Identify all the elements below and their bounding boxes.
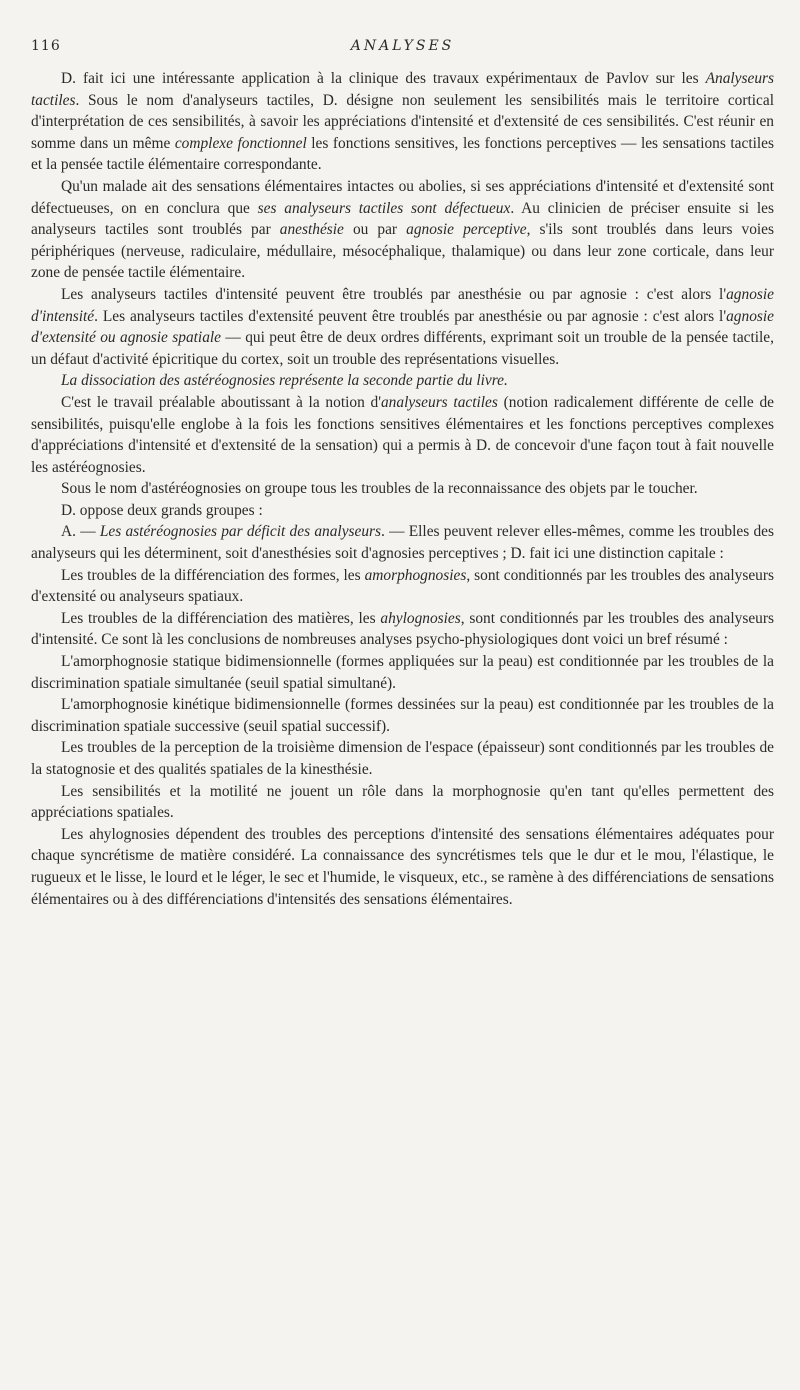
italic-text: La dissociation des astéréognosies représente la seconde partie du livre. (61, 372, 508, 390)
text-run: , sont conditionnés par les troubles des analyseurs d'intensité. Ce sont là les conclusions de nombreuses analyses psycho-physiologiques dont voici un bref résumé : (31, 609, 774, 649)
paragraph (31, 824, 774, 910)
paragraph (31, 608, 774, 651)
text-run: C'est le travail préalable aboutissant à la notion d' (61, 393, 381, 411)
text-run: D. fait ici une intéressante application à la clinique des travaux expérimentaux de Pavlov sur les (61, 70, 706, 87)
text-run: Qu'un malade ait des sensations élémentaires intactes ou abolies, si ses appréciations d'intensité et d'extensité sont défectueuses, on en conclura que (31, 177, 774, 217)
text-run: Les ahylognosies dépendent des troubles des perceptions d'intensité des sensations élémentaires adéquates pour chaque syncrétisme de matière considéré. La connaissance des syncrétismes tels que le dur et le mou, l'élastique, le rugueux et le lisse, le lourd et le léger, le sec et l'humide, le visqueux, etc., se ramène à des différenciations de sensations élémentaires ou à des différenciations d'intensités des sensations élémentaires. (31, 825, 774, 908)
text-run: , s'ils sont troublés dans leurs voies périphériques (nerveuse, radiculaire, médullaire, mésocéphalique, thalamique) ou dans leur zone corticale, dans leur zone de pensée tactile élémentaire. (31, 221, 775, 282)
text-run: — qui peut être de deux ordres différents, exprimant soit un trouble de la pensée tactile, un défaut d'activité épicritique du cortex, soit un trouble des représentations visuelles. (31, 329, 774, 368)
paragraph (31, 565, 774, 608)
text-run: . — Elles peuvent relever elles-mêmes, comme les troubles des analyseurs qui les déterminent, soit d'anesthésies soit d'agnosies perceptives ; D. fait ici une distinction capitale : (31, 523, 774, 563)
italic-text: amorphognosies (364, 566, 467, 584)
italic-text: anesthésie (279, 221, 344, 239)
text-run: . Sous le nom d'analyseurs tactiles, D. désigne non seulement les sensibilités mais le territoire cortical d'interprétation de ces sensibilités, à savoir les appréciations d'intensité et d'extensité de ces sensibilités. C'est réunir en somme dans un même (31, 91, 774, 152)
paragraph (31, 651, 774, 694)
text-run: ou par (343, 221, 407, 239)
paragraph (31, 521, 774, 564)
text-run: . Au clinicien de préciser ensuite si les analyseurs tactiles sont troublés par (31, 199, 774, 239)
text-run: , sont conditionnés par les troubles des analyseurs d'extensité ou analyseurs spatiaux. (31, 566, 774, 606)
italic-text: complexe fonctionnel (174, 134, 307, 152)
paragraph (31, 284, 774, 370)
italic-text: ses analyseurs tactiles sont défectueux (257, 199, 511, 217)
italic-text: ahylognosies (380, 609, 461, 627)
italic-text: Analyseurs tactiles (31, 70, 774, 109)
paragraph (31, 694, 774, 737)
paragraph (31, 370, 774, 392)
italic-text: agnosie d'extensité ou agnosie spatiale (31, 307, 774, 347)
text-run: Les troubles de la perception de la troisième dimension de l'espace (épaisseur) sont conditionnés par les troubles de la statognosie et des qualités spatiales de la kinesthésie. (31, 739, 774, 778)
paragraph (31, 176, 774, 284)
italic-text: analyseurs tactiles (380, 393, 498, 411)
text-run: L'amorphognosie kinétique bidimensionnelle (formes dessinées sur la peau) est conditionnée par les troubles de la discrimination spatiale successive (seuil spatial successif). (31, 696, 774, 735)
body-text (31, 68, 774, 910)
running-title: ANALYSES (350, 38, 455, 54)
paragraph (31, 781, 774, 824)
text-run: Les sensibilités et la motilité ne jouent un rôle dans la morphognosie qu'en tant qu'elles permettent des appréciations spatiales. (31, 782, 774, 822)
italic-text: Les astéréognosies par déficit des analyseurs (99, 523, 382, 541)
paragraph (31, 68, 774, 176)
text-run: D. oppose deux grands groupes : (61, 501, 263, 519)
text-run: (notion radicalement différente de celle de sensibilités, puisqu'elle englobe à la fois les fonctions sensitives élémentaires et les fonctions perceptives complexes d'appréciations d'intensité et d'extensité de la sensation) qui a permis à D. de concevoir d'une façon tout à fait nouvelle les astéréognosies. (31, 393, 774, 476)
text-run: Les troubles de la différenciation des matières, les (61, 609, 381, 627)
text-run: les fonctions sensitives, les fonctions perceptives — les sensations tactiles et la pensée tactile élémentaire correspondante. (31, 134, 774, 174)
paragraph (31, 737, 774, 780)
page-header (31, 38, 774, 68)
italic-text: agnosie perceptive (406, 221, 527, 239)
text-run: Sous le nom d'astéréognosies on groupe tous les troubles de la reconnaissance des objets par le toucher. (61, 480, 698, 498)
text-run: Les troubles de la différenciation des formes, les (61, 566, 365, 584)
page-number: 116 (31, 38, 61, 54)
italic-text: agnosie d'intensité (31, 285, 774, 325)
text-run: . Les analyseurs tactiles d'extensité peuvent être troublés par anesthésie ou par agnosie : c'est alors l' (94, 307, 727, 325)
paragraph (31, 500, 774, 522)
paragraph (31, 392, 774, 478)
text-run: A. — (61, 523, 100, 541)
text-run: Les analyseurs tactiles d'intensité peuvent être troublés par anesthésie ou par agnosie : c'est alors l' (61, 285, 727, 303)
paragraph (31, 478, 774, 500)
text-run: L'amorphognosie statique bidimensionnelle (formes appliquées sur la peau) est conditionnée par les troubles de la discrimination spatiale simultanée (seuil spatial simultané). (31, 653, 774, 692)
